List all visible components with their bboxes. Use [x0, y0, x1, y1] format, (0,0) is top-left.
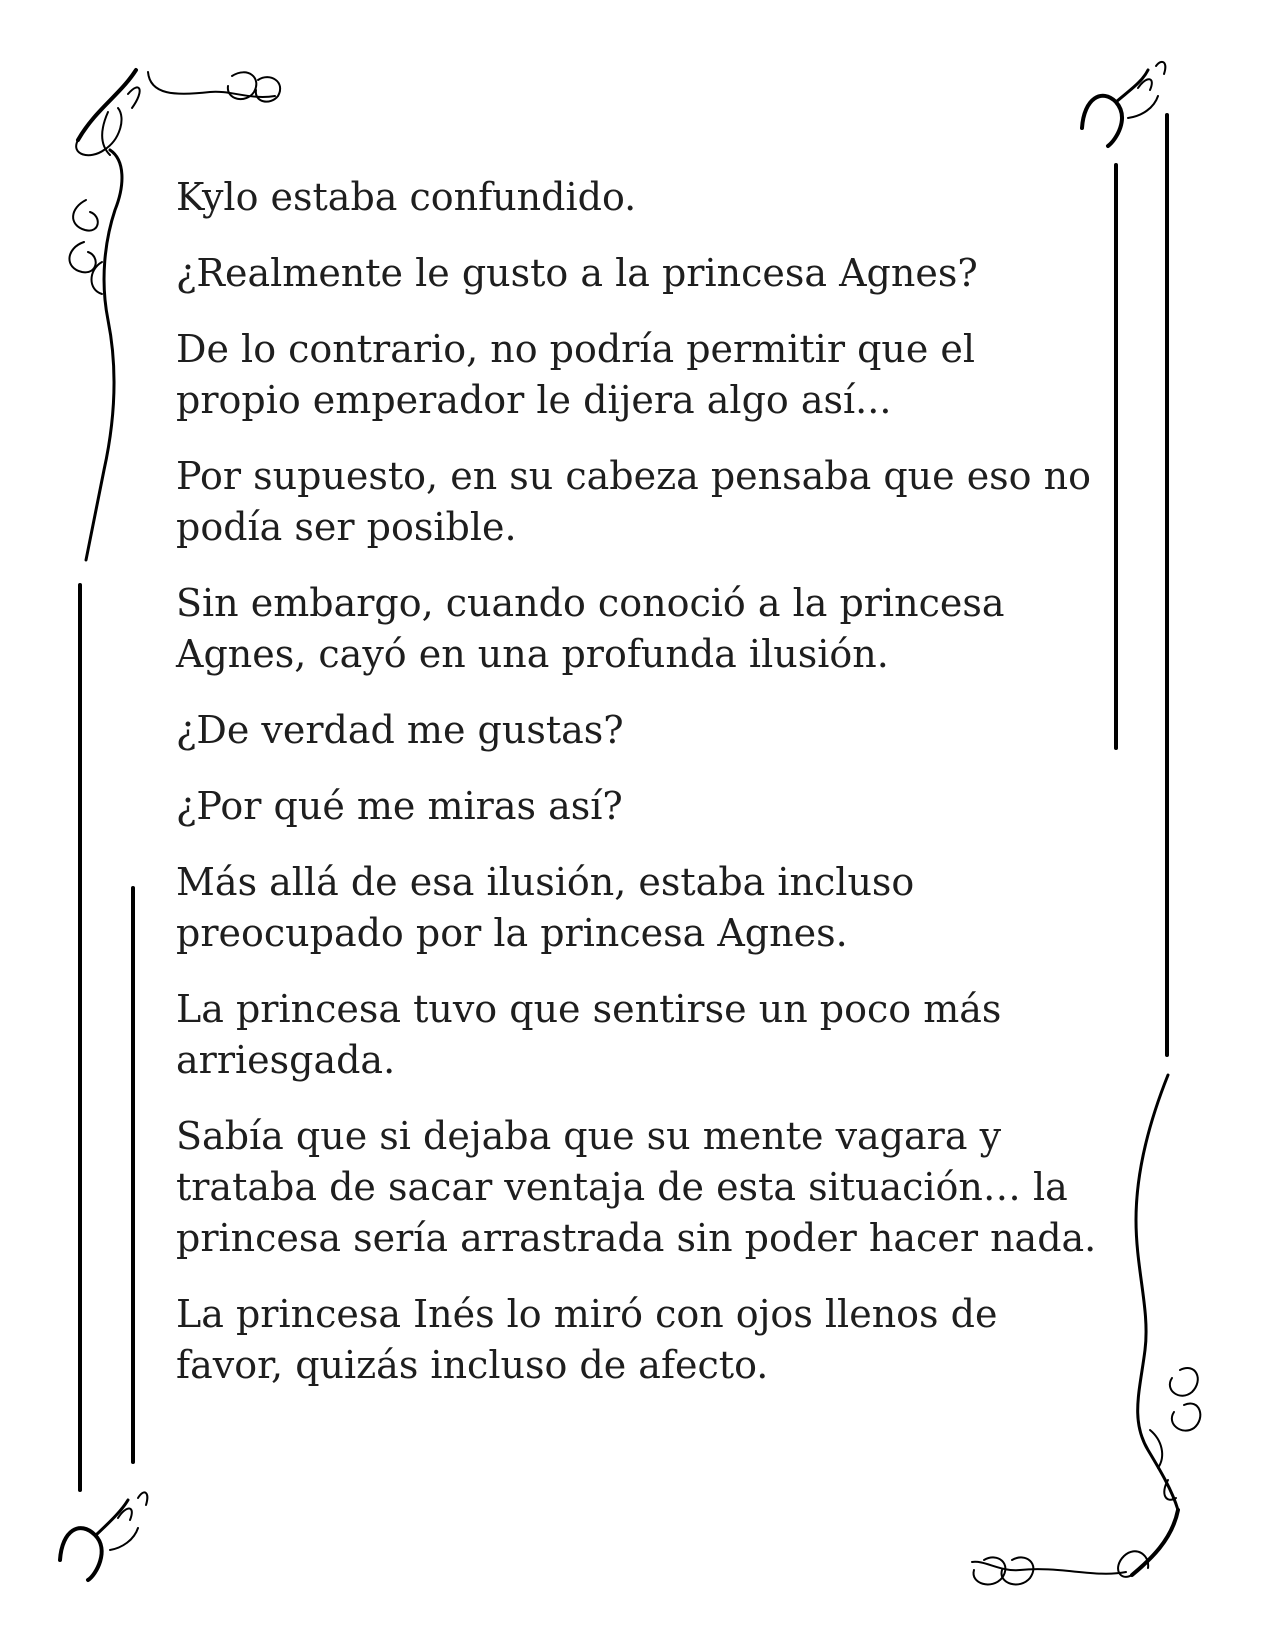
paragraph: Kylo estaba confundido.: [176, 175, 637, 219]
paragraph: La princesa Inés lo miró con ojos llenos de favor, quizás incluso de afecto.: [176, 1292, 998, 1387]
paragraph: Por supuesto, en su cabeza pensaba que eso no podía ser posible.: [176, 454, 1091, 549]
paragraph: ¿Por qué me miras así?: [176, 784, 623, 828]
paragraph: Sabía que si dejaba que su mente vagara y trataba de sacar ventaja de esta situación… la princesa sería arrastrada sin poder hacer nada.: [176, 1114, 1097, 1260]
paragraph: La princesa tuvo que sentirse un poco más arriesgada.: [176, 987, 1002, 1082]
top-right-flourish: [1082, 62, 1165, 146]
chapter-text: [176, 172, 1106, 1416]
paragraph: ¿Realmente le gusto a la princesa Agnes?: [176, 251, 978, 295]
paragraph: Sin embargo, cuando conoció a la princesa Agnes, cayó en una profunda ilusión.: [176, 581, 1005, 676]
bottom-left-flourish: [60, 1492, 147, 1580]
paragraph: De lo contrario, no podría permitir que el propio emperador le dijera algo así...: [176, 327, 976, 422]
paragraph: Más allá de esa ilusión, estaba incluso preocupado por la princesa Agnes.: [176, 860, 915, 955]
paragraph: ¿De verdad me gustas?: [176, 708, 624, 752]
